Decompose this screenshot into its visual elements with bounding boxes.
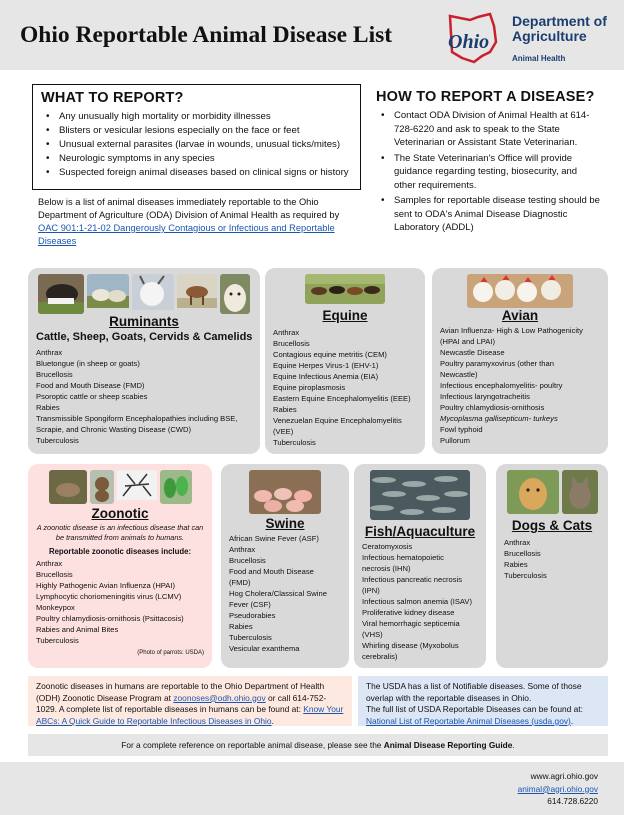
chickens-photo [467, 274, 573, 308]
usda-list-link[interactable]: National List of Reportable Animal Diseases (usda.gov) [366, 715, 571, 726]
list-item: Ceratomyxosis [362, 542, 413, 551]
page-title: Ohio Reportable Animal Disease List [20, 22, 393, 48]
list-item: Newcastle) [440, 370, 478, 379]
ohio-state-logo-icon [444, 12, 502, 64]
list-item: Rabies [36, 403, 60, 412]
list-item: Venezuelan Equine Encephalomyelitis [273, 416, 402, 425]
list-item: African Swine Fever (ASF) [229, 534, 319, 543]
list-item: Poultry paramyxovirus (other than [440, 359, 554, 368]
swine-disease-list [229, 533, 341, 654]
equine-disease-list [273, 327, 417, 448]
usda-info-box: The USDA has a list of Notifiable diseases. Some of those overlap with the reportable diseases in Ohio. The full list of USDA Reportable Diseases can be found at: National List of Reportable Animal Diseases (usda.gov). [358, 676, 608, 726]
how-to-report-box [368, 84, 608, 244]
equine-panel [265, 268, 425, 454]
zoonotic-subheading: Reportable zoonotic diseases include: [48, 547, 192, 556]
ruminants-disease-list [36, 347, 252, 446]
dogs-cats-photos [504, 470, 600, 514]
footer-phone: 614.728.6220 [547, 796, 598, 807]
mosquito-photo [117, 470, 157, 504]
list-item: Brucellosis [273, 339, 310, 348]
oda-logo [440, 10, 616, 66]
logo-dept-name: Department of Agriculture [512, 13, 607, 44]
list-item: Rabies [273, 405, 297, 414]
oac-link[interactable]: OAC 901:1-21-02 Dangerously Contagious or Infectious and Reportable Diseases [38, 223, 335, 246]
equine-photos [273, 274, 417, 304]
dogs-cats-panel [496, 464, 608, 668]
mouse-photo [49, 470, 87, 504]
list-item: Pullorum [440, 436, 470, 445]
list-item: Rabies [504, 560, 528, 569]
list-item: Tuberculosis [504, 571, 547, 580]
alpaca-photo [220, 274, 250, 314]
swine-title: Swine [265, 516, 305, 531]
list-item: Monkeypox [36, 603, 75, 612]
zoonotic-disease-list [36, 558, 204, 646]
list-item: (HPAI and LPAI) [440, 337, 496, 346]
how-heading: HOW TO REPORT A DISEASE? [376, 89, 595, 105]
ruminants-photos [36, 274, 252, 314]
list-item: • Blisters or vesicular lesions especially on the face or feet [41, 124, 352, 138]
list-item: Poultry chlamydiosis-ornithosis (Psittacosis) [36, 614, 184, 623]
list-item: Anthrax [273, 328, 300, 337]
fish-disease-list [362, 541, 478, 662]
list-item: Avian Influenza- High & Low Pathogenicity [440, 326, 583, 335]
list-item: Psoroptic cattle or sheep scabies [36, 392, 148, 401]
intro-paragraph: Below is a list of animal diseases immediately reportable to the Ohio Department of Agriculture (ODA) Division of Animal Health as required by OAC 901:1-21-02 Dangerously Contagious or Infectious and Reportable Diseases [38, 197, 340, 246]
list-item: Poultry chlamydiosis-ornithosis [440, 403, 545, 412]
logo-state-text: Ohio [448, 31, 490, 53]
fish-title: Fish/Aquaculture [364, 524, 476, 539]
list-item: Scrapie, and Chronic Wasting Disease (CWD) [36, 425, 192, 434]
avian-panel [432, 268, 608, 454]
fish-photo [370, 470, 470, 520]
list-item: Brucellosis [504, 549, 541, 558]
dog-photo [507, 470, 559, 514]
list-item: Anthrax [36, 559, 63, 568]
what-heading: WHAT TO REPORT? [41, 90, 184, 106]
list-item: Anthrax [36, 348, 63, 357]
list-item: • Samples for reportable disease testing should be sent to ODA's Animal Disease Diagnostic Laboratory (ADDL) [376, 194, 600, 235]
list-item: Eastern Equine Encephalomyelitis (EEE) [273, 394, 411, 403]
ruminants-subtitle: Cattle, Sheep, Goats, Cervids & Camelids [36, 331, 253, 343]
list-item: Infectious hematopoietic [362, 553, 444, 562]
cow-photo [38, 274, 84, 314]
list-item: (VHS) [362, 630, 383, 639]
abcs-guide-link[interactable]: Know Your ABCs: A Quick Guide to Reportable Infectious Diseases in Ohio [36, 704, 344, 726]
list-item: Anthrax [229, 545, 256, 554]
list-item: Vesicular exanthema [229, 644, 300, 653]
zoonotic-photos [36, 470, 204, 504]
list-item: Whirling disease (Myxobolus [362, 641, 459, 650]
goat-photo [132, 274, 174, 314]
horses-photo [305, 274, 385, 304]
list-item: Fever (CSF) [229, 600, 271, 609]
list-item: Hog Cholera/Classical Swine [229, 589, 327, 598]
list-item: Tuberculosis [273, 438, 316, 447]
list-item: (IPN) [362, 586, 380, 595]
list-item: Infectious encephalomyelitis- poultry [440, 381, 563, 390]
ruminants-panel [28, 268, 260, 454]
sheep-photo [87, 274, 129, 314]
list-item: Equine Infectious Anemia (EIA) [273, 372, 379, 381]
fish-photos [362, 470, 478, 520]
reporting-guide-title: Animal Disease Reporting Guide [383, 740, 513, 750]
zoonotic-title: Zoonotic [91, 506, 149, 521]
list-item: Highly Pathogenic Avian Influenza (HPAI) [36, 581, 176, 590]
logo-sub: Animal Health [512, 54, 566, 63]
list-item: • Contact ODA Division of Animal Health at 614-728-6220 and ask to speak to the State Veterinarian or Assistant State Veterinarian. [376, 109, 600, 150]
list-item: Tuberculosis [36, 636, 79, 645]
footer [0, 762, 624, 815]
list-item: Fowl typhoid [440, 425, 483, 434]
monkey-photo [90, 470, 114, 504]
equine-title: Equine [322, 308, 368, 323]
odh-email-link[interactable]: zoonoses@odh.ohio.gov [173, 692, 266, 703]
list-item: • Neurologic symptoms in any species [41, 152, 352, 166]
dogs-cats-title: Dogs & Cats [511, 518, 593, 533]
list-item: Brucellosis [36, 570, 73, 579]
list-item: Infectious salmon anemia (ISAV) [362, 597, 473, 606]
list-item: Tuberculosis [36, 436, 79, 445]
avian-disease-list [440, 325, 600, 446]
list-item: Proliferative kidney disease [362, 608, 455, 617]
list-item: (FMD) [229, 578, 251, 587]
list-item: • Any unusually high mortality or morbidity illnesses [41, 110, 352, 124]
list-item: Viral hemorrhagic septicemia [362, 619, 460, 628]
dogs-cats-disease-list [504, 537, 600, 581]
list-item: Anthrax [504, 538, 531, 547]
list-item: Newcastle Disease [440, 348, 505, 357]
what-list [41, 110, 352, 180]
footer-email-link[interactable]: animal@agri.ohio.gov [517, 783, 598, 794]
ruminants-title: Ruminants [109, 314, 179, 329]
list-item: • Suspected foreign animal diseases based on clinical signs or history [41, 166, 352, 180]
list-item: Rabies and Animal Bites [36, 625, 119, 634]
list-item: Infectious pancreatic necrosis [362, 575, 463, 584]
cat-photo [562, 470, 598, 514]
list-item: Bluetongue (in sheep or goats) [36, 359, 140, 368]
swine-panel [221, 464, 349, 668]
list-item: Equine piroplasmosis [273, 383, 346, 392]
avian-photos [440, 274, 600, 308]
list-item: Contagious equine metritis (CEM) [273, 350, 387, 359]
fish-panel [354, 464, 486, 668]
list-item: Brucellosis [36, 370, 73, 379]
list-item: cerebralis) [362, 652, 398, 661]
list-item: Mycoplasma gallisepticum- turkeys [440, 414, 558, 423]
zoonotic-panel [28, 464, 212, 668]
list-item: Tuberculosis [229, 633, 272, 642]
list-item: Food and Mouth Disease (FMD) [36, 381, 145, 390]
list-item: (VEE) [273, 427, 294, 436]
photo-credit: (Photo of parrots: USDA) [137, 650, 204, 656]
list-item: Equine Herpes Virus-1 (EHV-1) [273, 361, 379, 370]
list-item: Infectious laryngotracheitis [440, 392, 530, 401]
avian-title: Avian [501, 308, 539, 323]
how-list [376, 109, 600, 235]
what-to-report-box [32, 84, 361, 190]
deer-photo [177, 274, 217, 314]
parrots-photo [160, 470, 192, 504]
list-item: Food and Mouth Disease [229, 567, 314, 576]
pigs-photo [249, 470, 321, 514]
zoonotic-description: A zoonotic disease is an infectious disease that can be transmitted from animals to humans. [36, 523, 204, 542]
list-item: Pseudorabies [229, 611, 276, 620]
list-item: • The State Veterinarian's Office will provide guidance regarding testing, biosecurity, and other requirements. [376, 152, 600, 193]
odh-info-box: Zoonotic diseases in humans are reportable to the Ohio Department of Health (ODH) Zoonotic Disease Program at zoonoses@odh.ohio.gov or call 614-752-1029. A complete list of reportable diseases in humans can be found at: Know Your ABCs: A Quick Guide to Reportable Infectious Diseases in Ohio. [28, 676, 352, 726]
list-item: • Unusual external parasites (larvae in wounds, unusual ticks/mites) [41, 138, 352, 152]
reference-note: For a complete reference on reportable animal disease, please see the Animal Disease Reporting Guide. [28, 734, 608, 756]
list-item: Brucellosis [229, 556, 266, 565]
list-item: Rabies [229, 622, 253, 631]
list-item: Transmissible Spongiform Encephalopathies including BSE, [36, 414, 238, 423]
list-item: Lymphocytic choriomeningitis virus (LCMV) [36, 592, 182, 601]
swine-photos [229, 470, 341, 514]
list-item: necrosis (IHN) [362, 564, 411, 573]
footer-website: www.agri.ohio.gov [530, 771, 598, 781]
